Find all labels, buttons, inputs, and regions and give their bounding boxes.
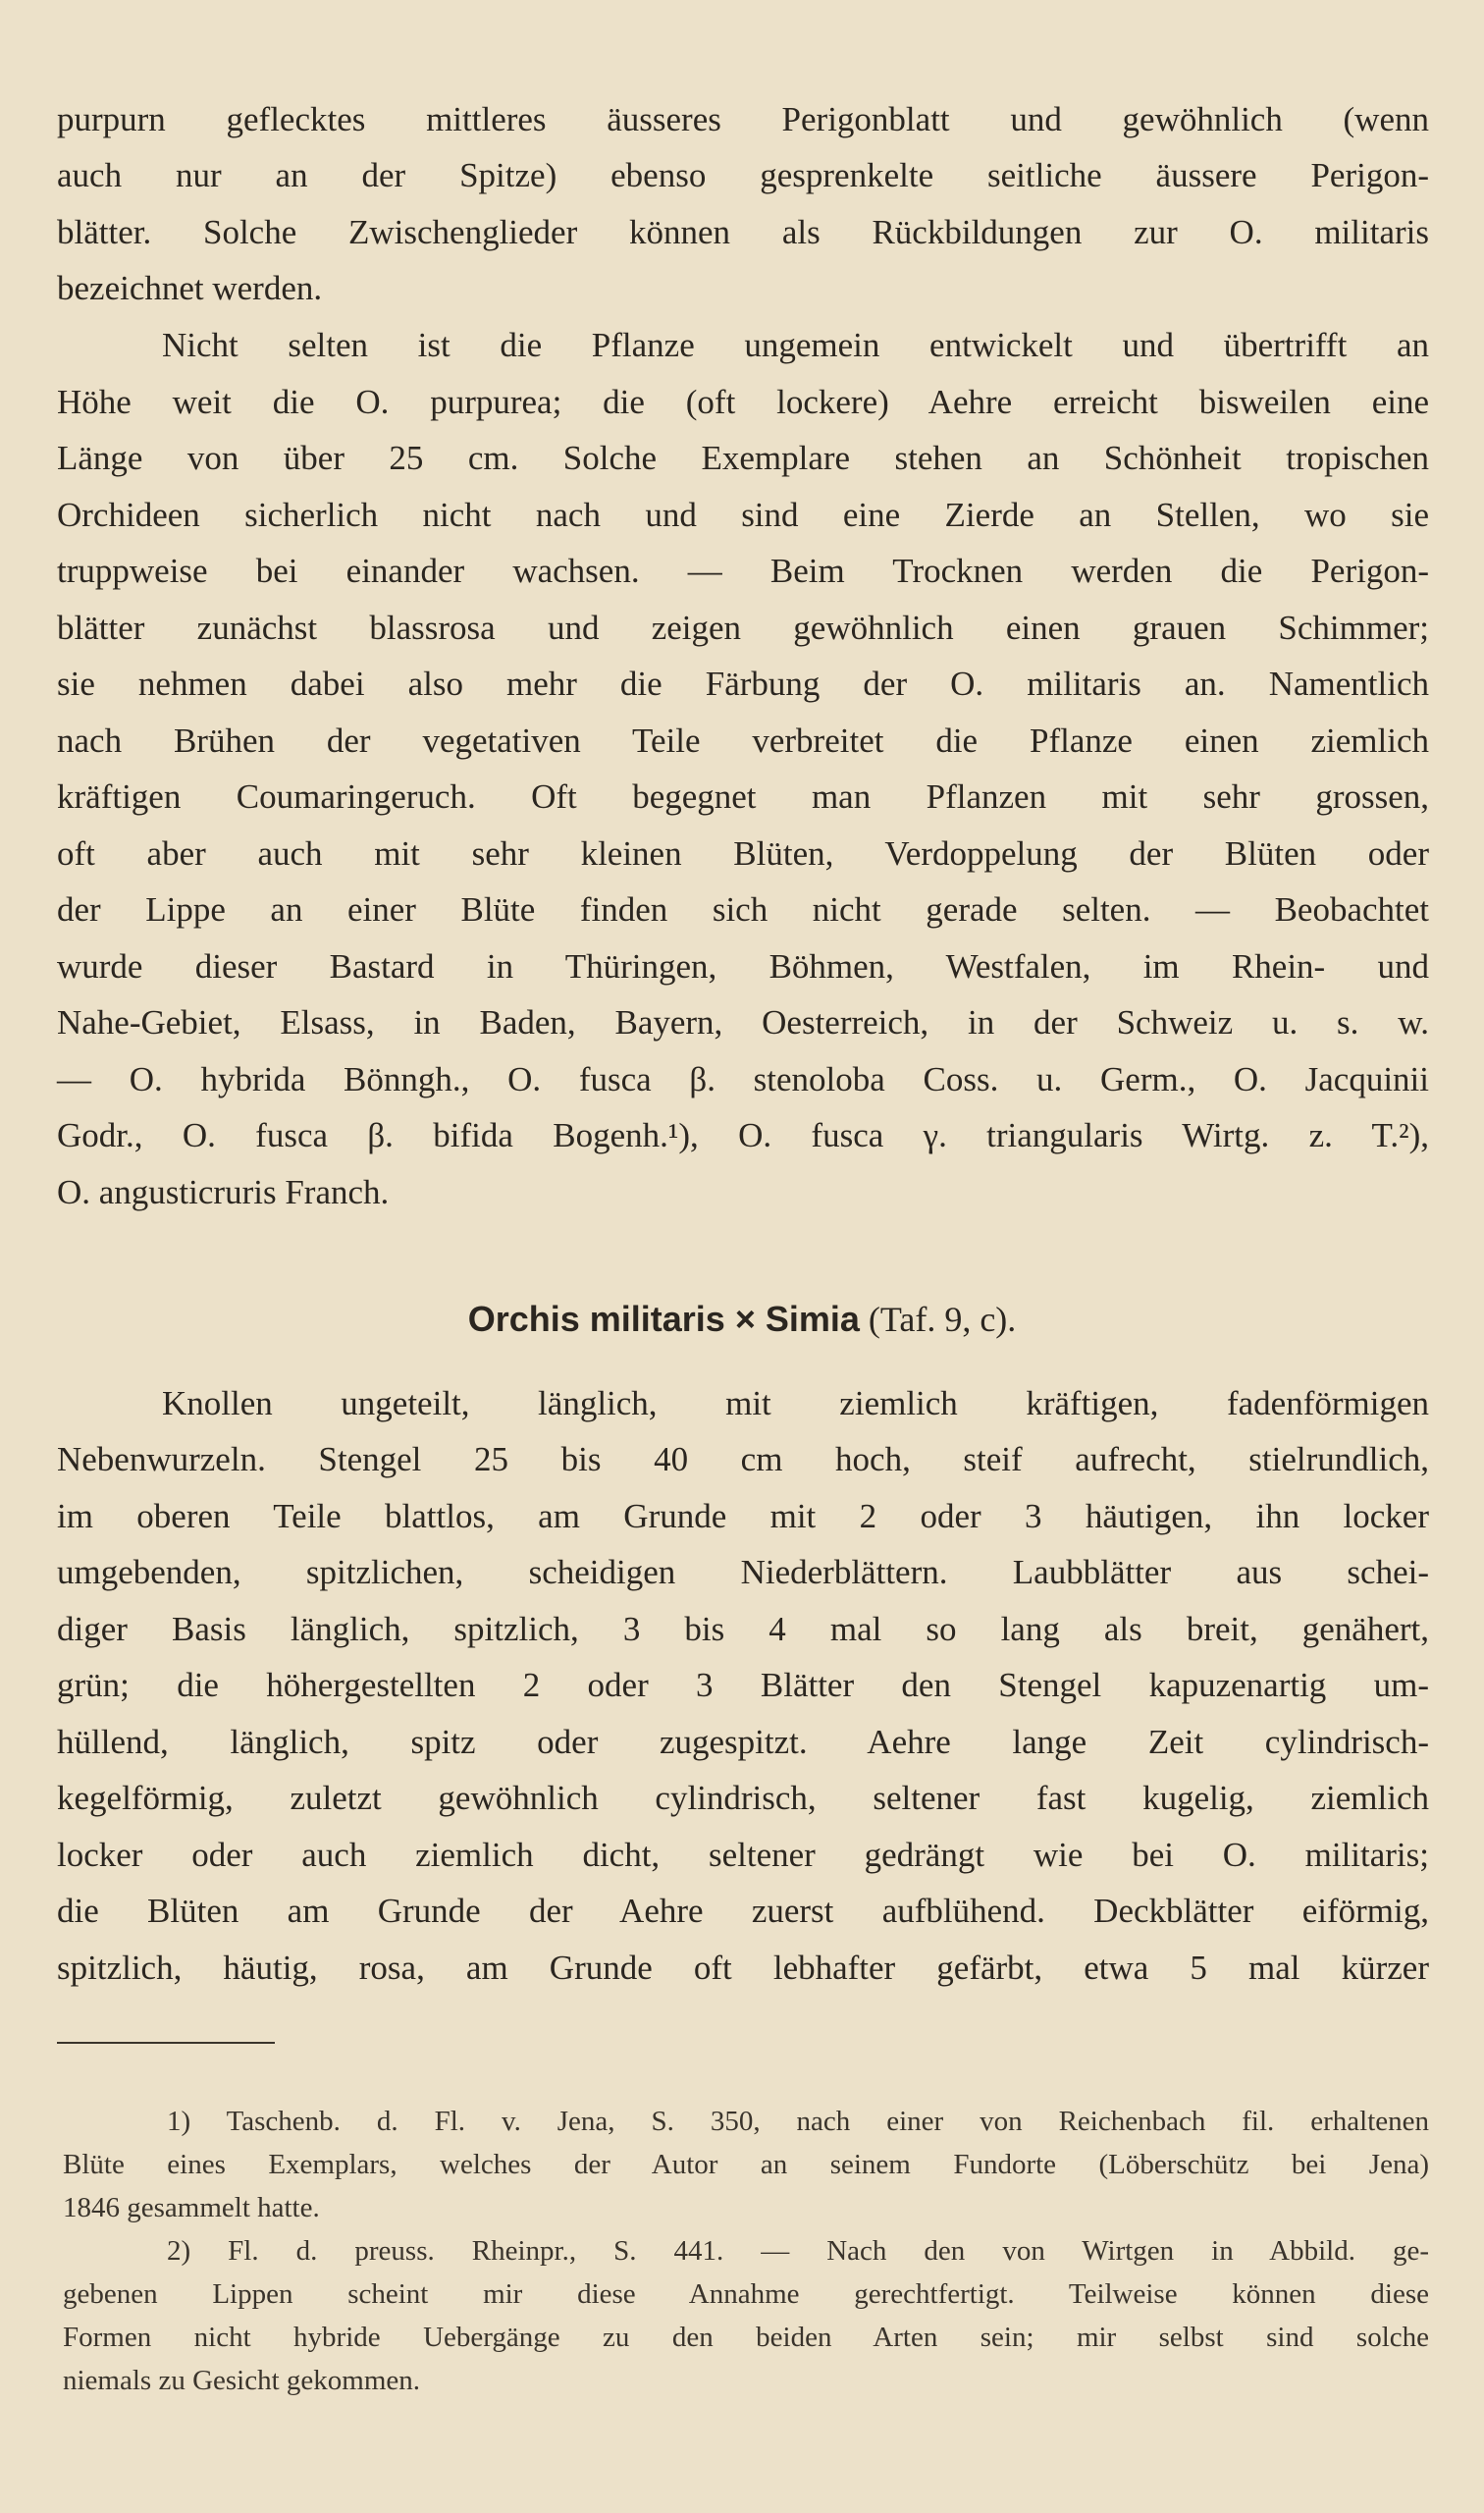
text-line: kegelförmig, zuletzt gewöhnlich cylindrisch, seltener fast kugelig, ziemlich	[57, 1779, 1429, 1817]
text-line: sie nehmen dabei also mehr die Färbung der O. militaris an. Namentlich	[57, 665, 1429, 703]
footnote-line: gebenen Lippen scheint mir diese Annahme gerechtfertigt. Teilweise können diese	[63, 2278, 1429, 2310]
section-heading-ref: (Taf. 9, c).	[868, 1300, 1017, 1339]
text-line: — O. hybrida Bönngh., O. fusca β. stenoloba Coss. u. Germ., O. Jacquinii	[57, 1060, 1429, 1098]
text-line: oft aber auch mit sehr kleinen Blüten, Verdoppelung der Blüten oder	[57, 834, 1429, 873]
text-line: Höhe weit die O. purpurea; die (oft lockere) Aehre erreicht bisweilen eine	[57, 383, 1429, 421]
text-line: Orchideen sicherlich nicht nach und sind eine Zierde an Stellen, wo sie	[57, 496, 1429, 534]
text-line: Knollen ungeteilt, länglich, mit ziemlich kräftigen, fadenförmigen	[162, 1384, 1429, 1422]
text-line: die Blüten am Grunde der Aehre zuerst aufblühend. Deckblätter eiförmig,	[57, 1892, 1429, 1930]
footnote-line: 1846 gesammelt hatte.	[63, 2192, 320, 2223]
footnote-divider	[57, 2042, 275, 2044]
section-heading	[0, 1290, 1484, 1349]
text-line: der Lippe an einer Blüte finden sich nicht gerade selten. — Beobachtet	[57, 890, 1429, 929]
text-line: auch nur an der Spitze) ebenso gesprenkelte seitliche äussere Perigon-	[57, 156, 1429, 194]
text-line: hüllend, länglich, spitz oder zugespitzt. Aehre lange Zeit cylindrisch-	[57, 1723, 1429, 1761]
footnote-line: Blüte eines Exemplars, welches der Autor an seinem Fundorte (Löberschütz bei Jena)	[63, 2149, 1429, 2180]
text-line: blätter zunächst blassrosa und zeigen gewöhnlich einen grauen Schimmer;	[57, 609, 1429, 647]
footnote-line: 1) Taschenb. d. Fl. v. Jena, S. 350, nach einer von Reichenbach fil. erhaltenen	[167, 2106, 1429, 2137]
text-line: im oberen Teile blattlos, am Grunde mit 2 oder 3 häutigen, ihn locker	[57, 1497, 1429, 1535]
text-line: bezeichnet werden.	[57, 269, 323, 307]
footnote-line: 2) Fl. d. preuss. Rheinpr., S. 441. — Nach den von Wirtgen in Abbild. ge-	[167, 2235, 1429, 2267]
footnote-line: Formen nicht hybride Uebergänge zu den beiden Arten sein; mir selbst sind solche	[63, 2322, 1429, 2353]
text-line: Länge von über 25 cm. Solche Exemplare stehen an Schönheit tropischen	[57, 439, 1429, 477]
text-line: Nahe-Gebiet, Elsass, in Baden, Bayern, Oesterreich, in der Schweiz u. s. w.	[57, 1003, 1429, 1042]
text-line: kräftigen Coumaringeruch. Oft begegnet man Pflanzen mit sehr grossen,	[57, 777, 1429, 816]
text-line: grün; die höhergestellten 2 oder 3 Blätter den Stengel kapuzenartig um-	[57, 1666, 1429, 1704]
text-line: wurde dieser Bastard in Thüringen, Böhmen, Westfalen, im Rhein- und	[57, 947, 1429, 986]
text-line: umgebenden, spitzlichen, scheidigen Niederblättern. Laubblätter aus schei-	[57, 1553, 1429, 1591]
text-line: blätter. Solche Zwischenglieder können als Rückbildungen zur O. militaris	[57, 213, 1429, 251]
text-line: Godr., O. fusca β. bifida Bogenh.¹), O. fusca γ. triangularis Wirtg. z. T.²),	[57, 1116, 1429, 1154]
text-line: O. angusticruris Franch.	[57, 1173, 390, 1211]
text-line: Nicht selten ist die Pflanze ungemein entwickelt und übertrifft an	[162, 326, 1429, 364]
text-line: nach Brühen der vegetativen Teile verbreitet die Pflanze einen ziemlich	[57, 722, 1429, 760]
footnote-line: niemals zu Gesicht gekommen.	[63, 2365, 421, 2396]
section-heading-name: Orchis militaris × Simia	[467, 1299, 860, 1339]
text-line: diger Basis länglich, spitzlich, 3 bis 4 mal so lang als breit, genähert,	[57, 1610, 1429, 1648]
text-line: Nebenwurzeln. Stengel 25 bis 40 cm hoch, steif aufrecht, stielrundlich,	[57, 1440, 1429, 1478]
text-line: truppweise bei einander wachsen. — Beim Trocknen werden die Perigon-	[57, 552, 1429, 590]
text-line: purpurn geflecktes mittleres äusseres Perigonblatt und gewöhnlich (wenn	[57, 100, 1429, 138]
text-line: locker oder auch ziemlich dicht, seltener gedrängt wie bei O. militaris;	[57, 1836, 1429, 1874]
text-line: spitzlich, häutig, rosa, am Grunde oft lebhafter gefärbt, etwa 5 mal kürzer	[57, 1949, 1429, 1987]
